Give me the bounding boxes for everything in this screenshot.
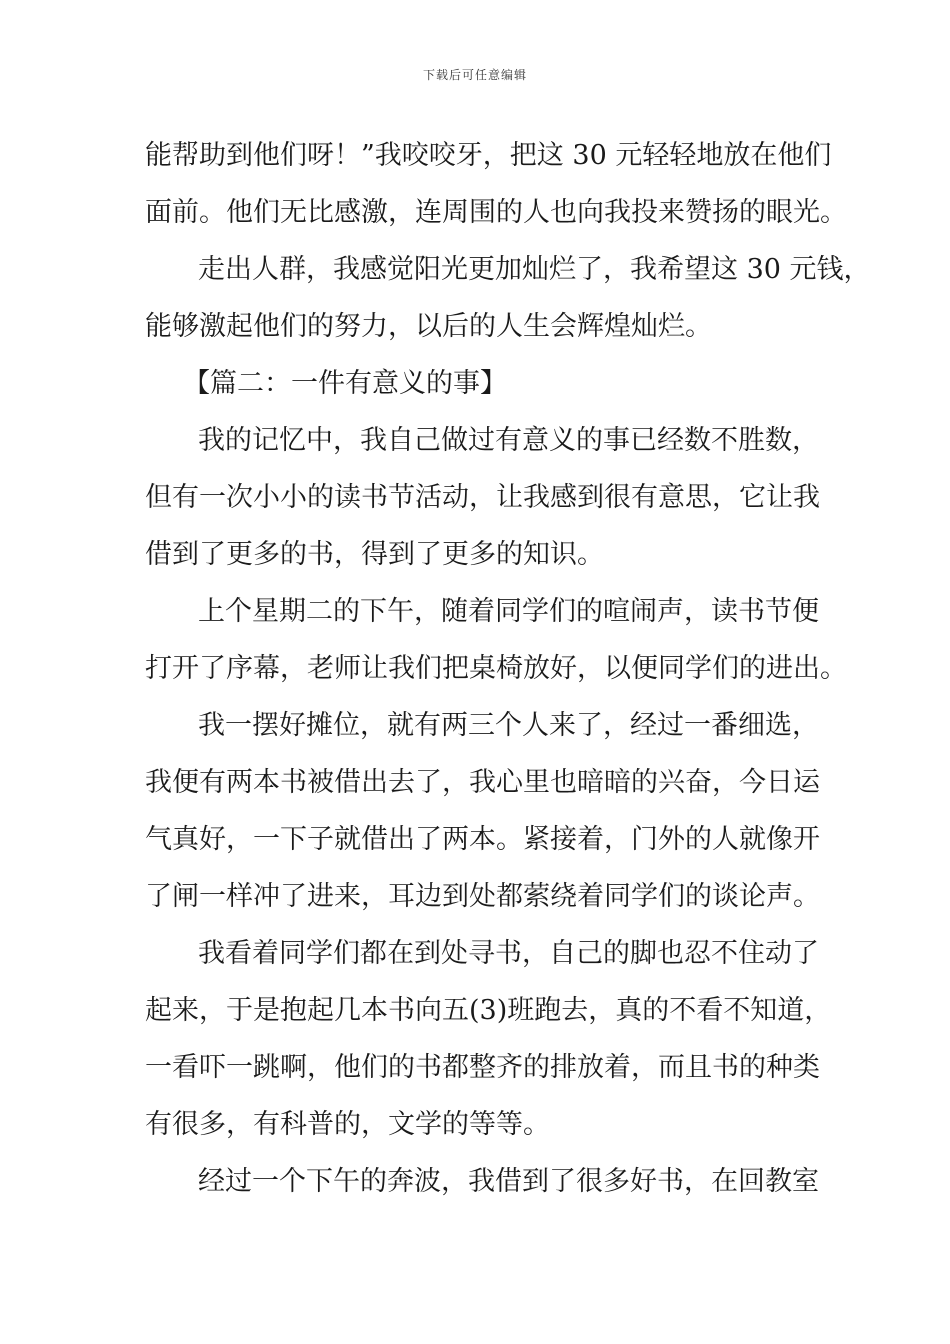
text-line: 打开了序幕，老师让我们把桌椅放好，以便同学们的进出。 <box>145 653 847 684</box>
text-line: 经过一个下午的奔波，我借到了很多好书，在回教室 <box>198 1166 819 1197</box>
text-line: 能够激起他们的努力，以后的人生会辉煌灿烂。 <box>145 311 712 342</box>
text-line: 能帮助到他们呀！”我咬咬牙，把这 30 元轻轻地放在他们 <box>145 140 832 171</box>
text-line: 一看吓一跳啊，他们的书都整齐的排放着，而且书的种类 <box>145 1052 820 1083</box>
text-line: 走出人群，我感觉阳光更加灿烂了，我希望这 30 元钱， <box>198 254 871 285</box>
text-line: 我一摆好摊位，就有两三个人来了，经过一番细选， <box>198 710 819 741</box>
text-line: 借到了更多的书，得到了更多的知识。 <box>145 539 604 570</box>
text-line: 有很多，有科普的，文学的等等。 <box>145 1109 550 1140</box>
text-line: 但有一次小小的读书节活动，让我感到很有意思，它让我 <box>145 482 820 513</box>
text-line: 我看着同学们都在到处寻书，自己的脚也忍不住动了 <box>198 938 819 969</box>
document-body <box>145 127 871 1210</box>
text-line: 气真好，一下子就借出了两本。紧接着，门外的人就像开 <box>145 824 820 855</box>
text-line: 面前。他们无比感激，连周围的人也向我投来赞扬的眼光。 <box>145 197 847 228</box>
text-line: 上个星期二的下午，随着同学们的喧闹声，读书节便 <box>198 596 819 627</box>
section-heading: 【篇二：一件有意义的事】 <box>183 368 507 399</box>
page-header: 下载后可任意编辑 <box>422 68 527 82</box>
text-line: 我便有两本书被借出去了，我心里也暗暗的兴奋，今日运 <box>145 767 820 798</box>
text-line: 我的记忆中，我自己做过有意义的事已经数不胜数， <box>198 425 819 456</box>
text-line: 起来，于是抱起几本书向五(3)班跑去，真的不看不知道， <box>145 995 832 1026</box>
text-line: 了闸一样冲了进来，耳边到处都萦绕着同学们的谈论声。 <box>145 881 820 912</box>
